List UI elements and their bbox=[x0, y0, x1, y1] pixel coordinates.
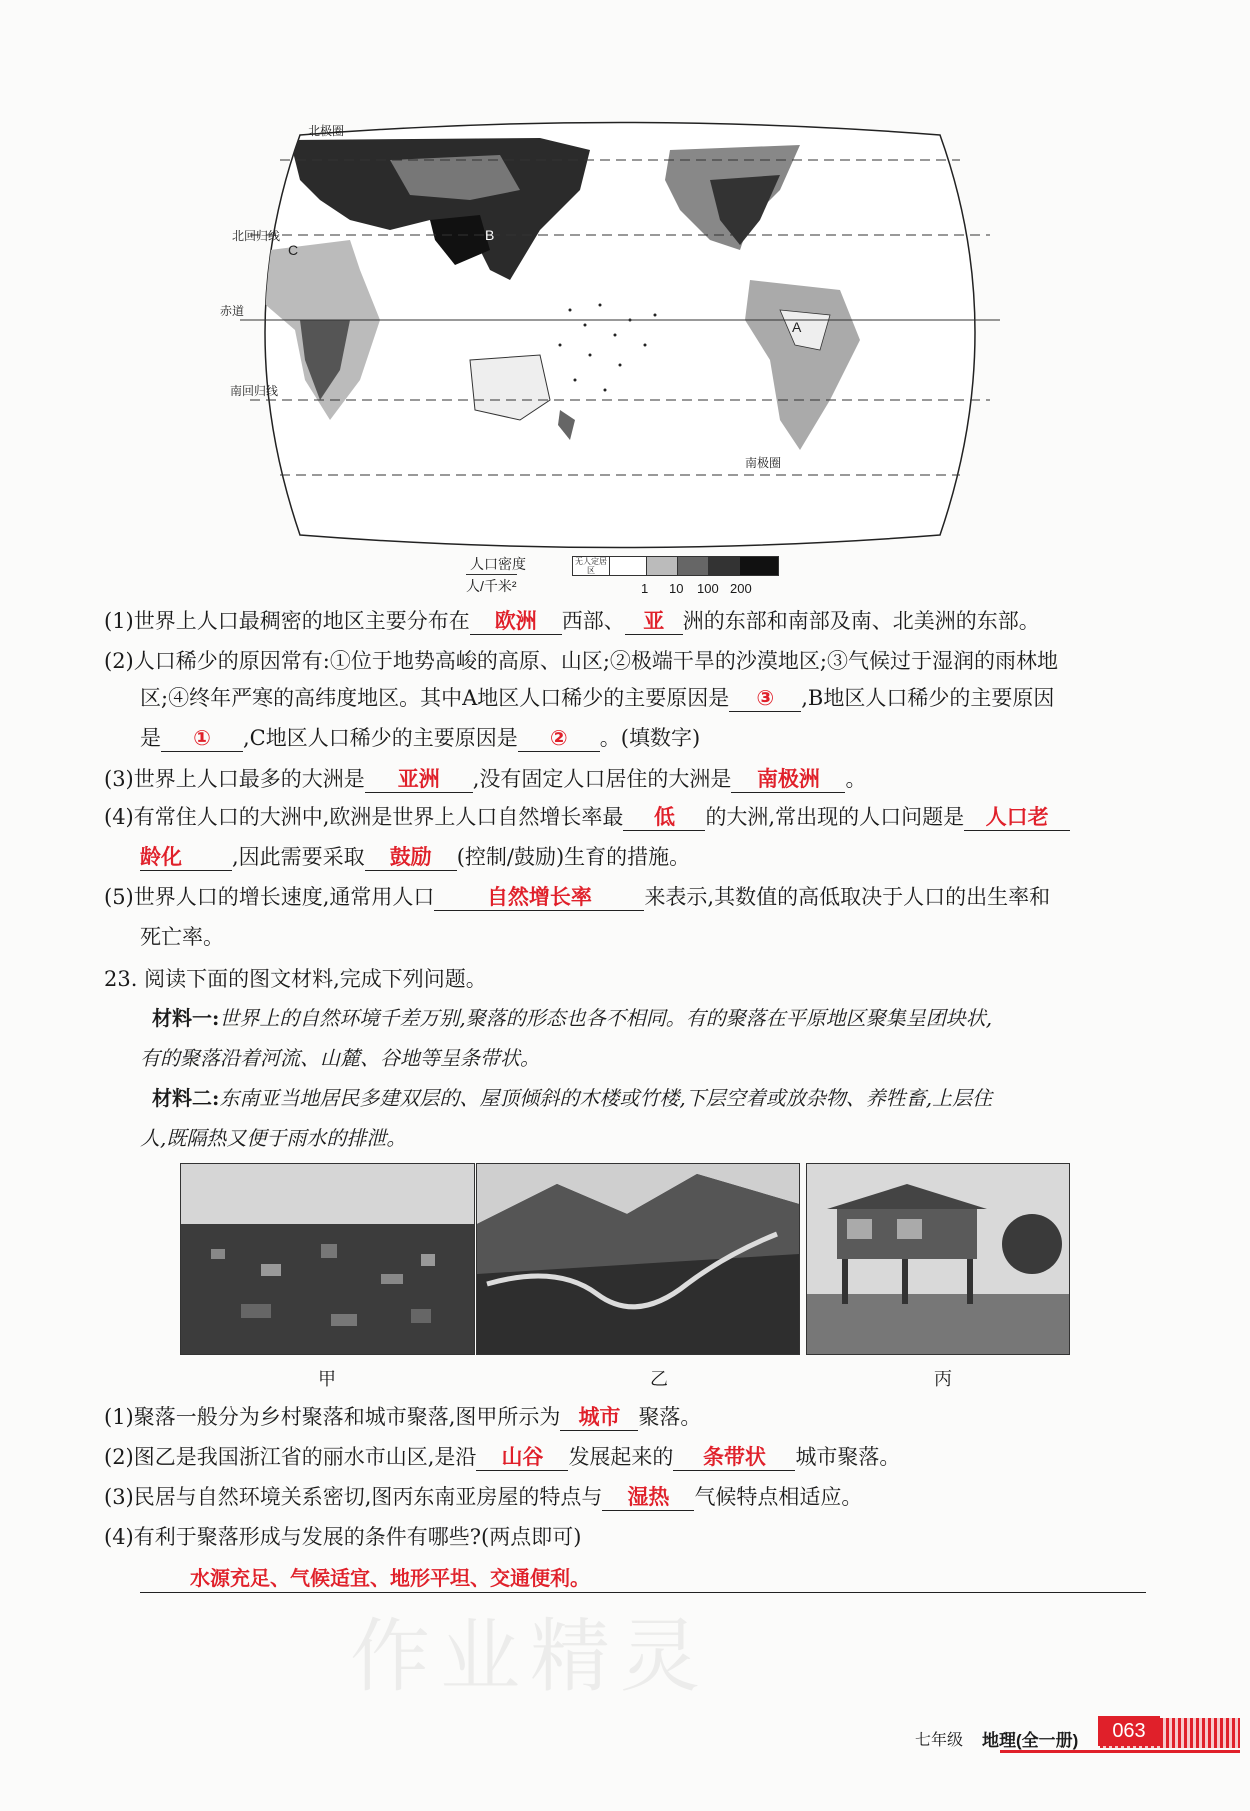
arctic-circle-label: 北极圈 bbox=[308, 124, 345, 138]
footer-grade: 七年级 bbox=[915, 1732, 964, 1749]
q23-part1: (1)聚落一般分为乡村聚落和城市聚落,图甲所示为 城市 聚落。 bbox=[104, 1405, 702, 1429]
legend-unit: 人/千米² bbox=[466, 574, 517, 596]
antarctic-circle-label: 南极圈 bbox=[745, 456, 782, 470]
photo-yi-valley bbox=[476, 1163, 800, 1355]
q22-part5-line1: (5)世界人口的增长速度,通常用人口 自然增长率 来表示,其数值的高低取决于人口的出生率和 bbox=[104, 885, 1051, 909]
q22-part4-line2: 龄化 ,因此需要采取 鼓励 (控制/鼓励)生育的措施。 bbox=[140, 845, 691, 869]
legend-swatch-1 bbox=[609, 556, 647, 576]
map-point-c: C bbox=[288, 242, 299, 258]
legend-uninhabited-label: 无人定居区 bbox=[575, 557, 607, 575]
answer-blank: 湿热 bbox=[602, 1484, 694, 1511]
tropic-of-capricorn-label: 南回归线 bbox=[230, 384, 279, 398]
legend-swatch-5 bbox=[739, 556, 779, 576]
photo-jia-city bbox=[180, 1163, 475, 1355]
map-point-b: B bbox=[485, 227, 495, 243]
page-number: 063 bbox=[1098, 1716, 1160, 1746]
legend-swatch-3 bbox=[677, 556, 709, 576]
legend-value: 100 bbox=[697, 581, 719, 596]
legend-value: 200 bbox=[730, 581, 752, 596]
material-two-line2: 人,既隔热又便于雨水的排泄。 bbox=[140, 1126, 407, 1150]
footer-subject: 地理(全一册) bbox=[982, 1731, 1079, 1750]
legend-swatch-2 bbox=[646, 556, 678, 576]
answer-blank: 龄化 bbox=[140, 844, 232, 871]
answer-blank: 南极洲 bbox=[731, 766, 845, 793]
legend-value: 1 bbox=[641, 581, 649, 596]
answer-blank: 人口老 bbox=[964, 804, 1070, 831]
answer-blank: 亚洲 bbox=[365, 766, 473, 793]
answer-blank: 自然增长率 bbox=[434, 884, 644, 911]
watermark: 作业精灵 bbox=[350, 1610, 710, 1703]
photo-caption: 甲 bbox=[318, 1369, 336, 1390]
material-one-line2: 有的聚落沿着河流、山麓、谷地等呈条带状。 bbox=[140, 1046, 540, 1070]
answer-blank: 鼓励 bbox=[365, 844, 457, 871]
q23-part4: (4)有利于聚落形成与发展的条件有哪些?(两点即可) bbox=[104, 1525, 582, 1549]
q23-part4-answer: 水源充足、气候适宜、地形平坦、交通便利。 bbox=[140, 1562, 1146, 1593]
answer-blank: 城市 bbox=[560, 1404, 638, 1431]
equator-label: 赤道 bbox=[220, 304, 245, 318]
map-point-a: A bbox=[792, 319, 802, 335]
answer-blank: 欧洲 bbox=[470, 608, 562, 635]
answer-blank: 条带状 bbox=[673, 1444, 795, 1471]
q22-part2-line2: 区;④终年严寒的高纬度地区。其中A地区人口稀少的主要原因是 ③ ,B地区人口稀少的主要原因 bbox=[140, 686, 1055, 710]
answer-blank: ② bbox=[518, 725, 600, 752]
q23-title: 23. 阅读下面的图文材料,完成下列问题。 bbox=[104, 967, 487, 991]
tropic-of-cancer-label: 北回归线 bbox=[232, 229, 281, 243]
legend-value: 10 bbox=[669, 581, 684, 596]
q22-part4-line1: (4)有常住人口的大洲中,欧洲是世界上人口自然增长率最 低 的大洲,常出现的人口问题是 人口老 bbox=[104, 803, 1070, 831]
q22-part2-line1: (2)人口稀少的原因常有:①位于地势高峻的高原、山区;②极端干旱的沙漠地区;③气候过于湿润的雨林地 bbox=[104, 649, 1058, 673]
answer-blank: 山谷 bbox=[476, 1444, 568, 1471]
q23-part2: (2)图乙是我国浙江省的丽水市山区,是沿 山谷 发展起来的 条带状 城市聚落。 bbox=[104, 1445, 901, 1469]
footer-rule bbox=[1000, 1750, 1240, 1753]
legend-swatch-uninhabited bbox=[572, 556, 610, 576]
q23-part3: (3)民居与自然环境关系密切,图丙东南亚房屋的特点与 湿热 气候特点相适应。 bbox=[104, 1485, 863, 1509]
legend-swatch-4 bbox=[708, 556, 740, 576]
q22-part1: (1)世界上人口最稠密的地区主要分布在 欧洲 西部、 亚 洲的东部和南部及南、北美洲的东部。 bbox=[104, 609, 1040, 633]
photo-caption: 乙 bbox=[650, 1369, 668, 1390]
answer-blank: 亚 bbox=[625, 608, 683, 635]
q22-part5-line2: 死亡率。 bbox=[140, 925, 224, 949]
answer-blank: 低 bbox=[623, 804, 705, 831]
q22-part3: (3)世界上人口最多的大洲是 亚洲 ,没有固定人口居住的大洲是 南极洲 。 bbox=[104, 767, 867, 791]
photo-caption: 丙 bbox=[934, 1369, 952, 1390]
material-one-line1: 材料一:世界上的自然环境千差万别,聚落的形态也各不相同。有的聚落在平原地区聚集呈团块状, bbox=[152, 1006, 993, 1030]
material-two-line1: 材料二:东南亚当地居民多建双层的、屋顶倾斜的木楼或竹楼,下层空着或放杂物、养牲畜,上层住 bbox=[152, 1086, 993, 1110]
answer-blank: ① bbox=[161, 725, 243, 752]
q22-part2-line3: 是 ① ,C地区人口稀少的主要原因是 ② 。(填数字) bbox=[140, 726, 701, 750]
answer-blank: ③ bbox=[729, 685, 801, 712]
photo-bing-stilt-house bbox=[806, 1163, 1070, 1355]
legend-title: 人口密度 bbox=[470, 556, 526, 572]
world-population-map bbox=[220, 120, 1000, 550]
